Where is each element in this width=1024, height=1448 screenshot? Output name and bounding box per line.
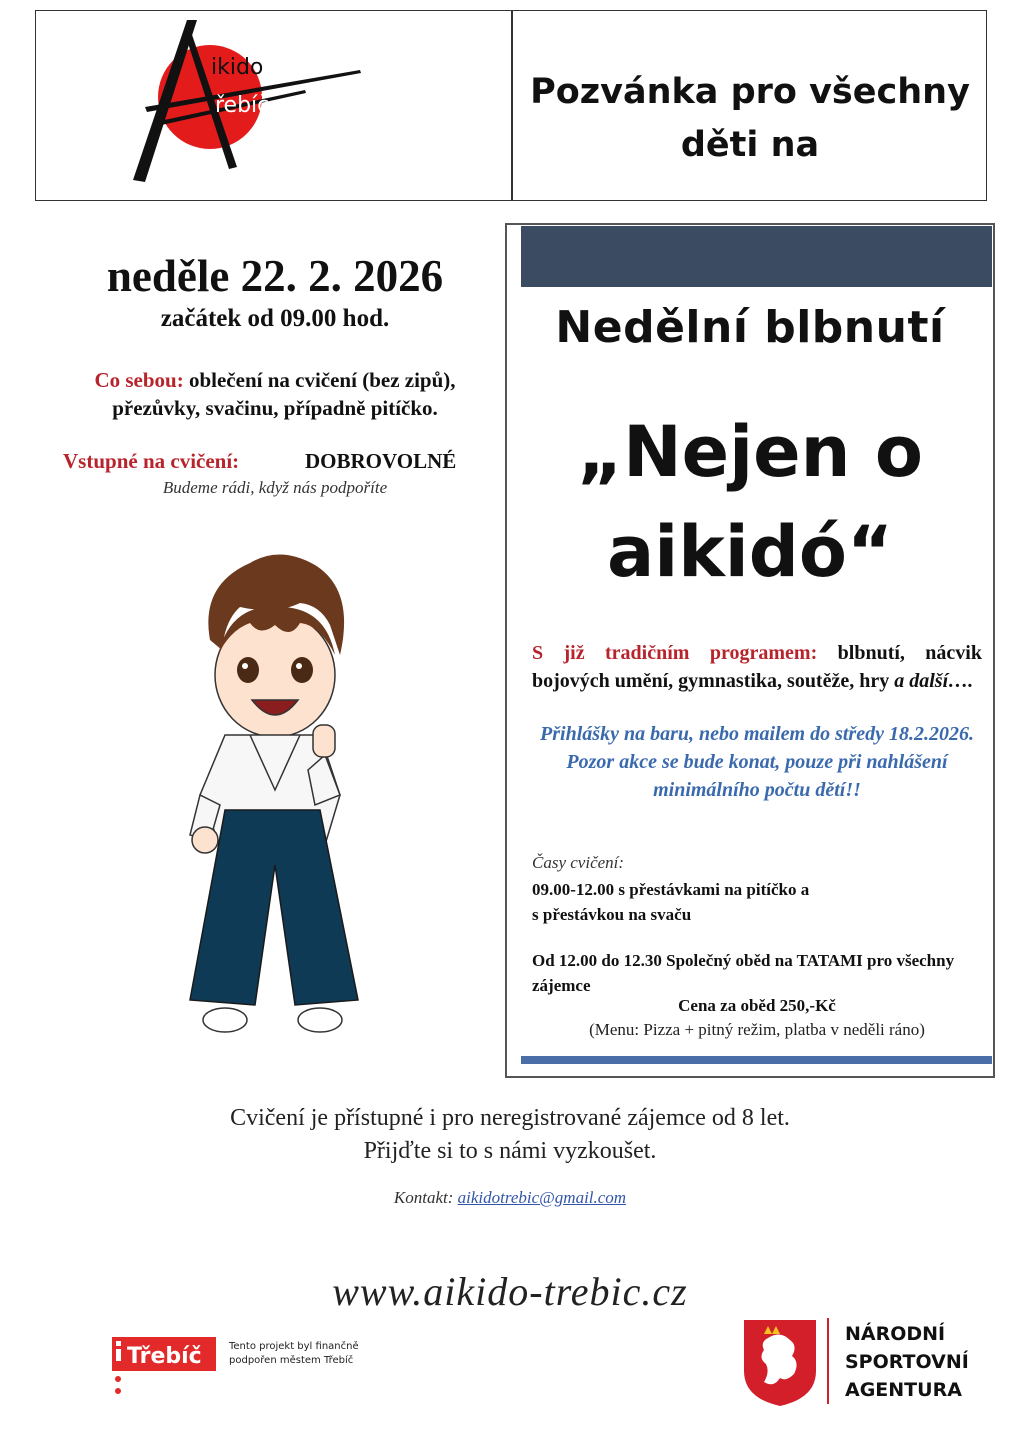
czech-lion-emblem (740, 1316, 820, 1408)
bring-label: Co sebou: (94, 368, 184, 392)
program-text: blbnutí, nácvik bojových umění, gymnastika, soutěže, hry (532, 642, 982, 692)
nsa-logo-text (845, 1320, 969, 1404)
access-line-2: Přijďte si to s námi vyzkoušet. (363, 1138, 657, 1164)
website-url: www.aikido-trebic.cz (332, 1269, 688, 1314)
trebic-note-line-2: podpořen městem Třebíč (229, 1355, 354, 1366)
lunch-price: Cena za oběd 250,-Kč (678, 996, 836, 1015)
event-subtitle-line-1: „Nejen o (577, 411, 923, 493)
contact-label: Kontakt: (393, 1188, 454, 1207)
times-text (532, 877, 982, 927)
event-subtitle (520, 402, 980, 602)
aikido-kid-illustration (180, 545, 365, 1060)
invite-heading (520, 66, 980, 172)
bring-info (55, 366, 495, 422)
contact-info (60, 1188, 960, 1208)
event-date: neděle 22. 2. 2026 (106, 251, 444, 301)
trebic-logo-text: Třebíč (127, 1344, 202, 1369)
access-line-1: Cvičení je přístupné i pro neregistrované zájemce od 8 let. (230, 1105, 790, 1131)
nsa-line-1: NÁRODNÍ (845, 1323, 946, 1345)
logo-text-top: ikido (211, 55, 264, 80)
logo-text-bottom: řebíč (215, 93, 270, 118)
trebic-note-line-1: Tento projekt byl finančně (229, 1341, 359, 1352)
event-subtitle-line-2: aikidó“ (607, 511, 893, 593)
trebic-city-logo (104, 1333, 216, 1399)
nsa-line-2: SPORTOVNÍ (845, 1351, 969, 1373)
contact-email-link[interactable]: aikidotrebic@gmail.com (457, 1188, 627, 1207)
fee-value: DOBROVOLNÉ (305, 449, 457, 473)
access-info (60, 1102, 960, 1168)
times-label: Časy cvičení: (532, 853, 625, 872)
lunch-info: Od 12.00 do 12.30 Společný oběd na TATAMI pro všechny zájemce (532, 951, 955, 995)
signup-line-1: Přihlášky na baru, nebo mailem do středy 18.2.2026. (540, 723, 974, 745)
panel-bottom-line (521, 1056, 992, 1064)
bring-text: oblečení na cvičení (bez zipů), přezůvky, svačinu, případně pitíčko. (112, 368, 456, 420)
times-line-1: 09.00-12.00 s přestávkami na pitíčko a (532, 880, 810, 899)
program-label: S již tradičním programem: (532, 642, 818, 664)
signup-line-2: Pozor akce se bude konat, pouze při nahlášení minimálního počtu dětí!! (566, 751, 948, 801)
panel-top-bar (521, 226, 992, 287)
fee-note: Budeme rádi, když nás podpoříte (162, 478, 388, 497)
fee-label: Vstupné na cvičení: (63, 449, 240, 473)
event-start: začátek od 09.00 hod. (160, 305, 390, 332)
lunch-menu: (Menu: Pizza + pitný režim, platba v neděli ráno) (589, 1020, 925, 1039)
event-name: Nedělní blbnutí (555, 302, 945, 353)
invite-line-1: Pozvánka pro všechny (530, 72, 970, 112)
invite-line-2: děti na (680, 125, 820, 165)
header-divider (511, 10, 513, 201)
trebic-funding-note (229, 1340, 359, 1368)
nsa-line-3: AGENTURA (845, 1379, 962, 1401)
program-info (532, 639, 982, 695)
aikido-trebic-logo (125, 12, 365, 187)
program-more: a další…. (894, 670, 974, 692)
signup-info (532, 720, 982, 804)
nsa-separator (827, 1318, 829, 1404)
times-line-2: s přestávkou na svaču (532, 905, 692, 924)
